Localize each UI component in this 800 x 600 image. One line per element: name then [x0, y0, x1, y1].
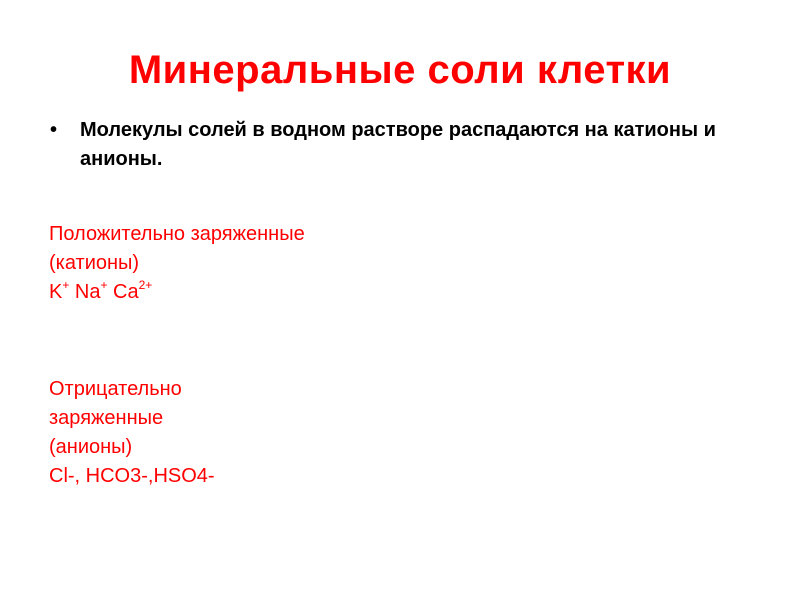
- ion-charge: 2+: [138, 278, 153, 293]
- cations-ion-list: [49, 278, 305, 307]
- ion-symbol: Ca: [107, 281, 139, 303]
- anions-heading: Отрицательно: [49, 378, 182, 400]
- ion-symbol: K: [49, 281, 63, 303]
- anions-subheading: (анионы): [49, 436, 133, 458]
- anions-block: [49, 375, 215, 491]
- ion-charge: +: [62, 278, 70, 293]
- cations-block: [49, 220, 305, 307]
- ion-symbol: Na: [69, 281, 101, 303]
- bullet-icon: •: [50, 119, 58, 141]
- bullet-item: [48, 116, 768, 174]
- slide-title: Минеральные соли клетки: [128, 48, 672, 92]
- ion-charge: +: [100, 278, 108, 293]
- cations-heading: Положительно заряженные: [49, 223, 305, 245]
- anions-ion-list: Cl-, HCO3-,HSO4-: [49, 465, 215, 487]
- anions-heading-cont: заряженные: [49, 407, 164, 429]
- bullet-list: [48, 116, 768, 174]
- bullet-text: Молекулы солей в водном растворе распадаются на катионы и анионы.: [80, 119, 716, 170]
- cations-subheading: (катионы): [49, 252, 140, 274]
